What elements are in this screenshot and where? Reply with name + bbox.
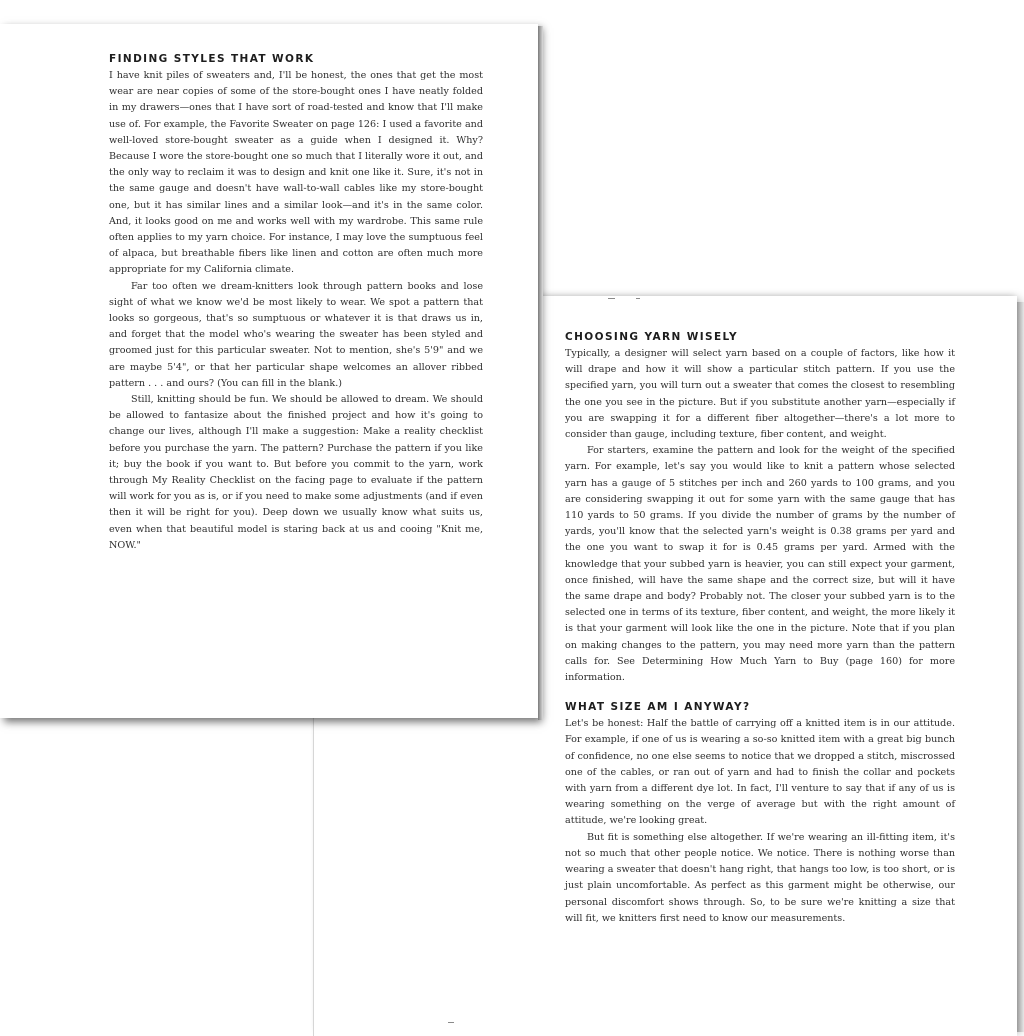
paragraph: Typically, a designer will select yarn based on a couple of factors, like how it will drape and how it will show a particular stitch pattern. If you use the specified yarn, you will turn out a sweater that comes the closest to resembling the one you see in the picture. But if you substitute another yarn—especially if you are swapping it for a different fiber altogether—there's a lot more to consider than gauge, including texture, fiber content, and weight.	[565, 348, 955, 441]
section-heading-what-size: WHAT SIZE AM I ANYWAY?	[565, 701, 751, 714]
paragraph: For starters, examine the pattern and look for the weight of the specified yarn. For example, let's say you would like to knit a pattern whose selected yarn has a gauge of 5 stitches per inch and 260 yards to 100 grams, and you are considering swapping it out for some yarn with the same gauge that has 110 yards to 50 grams. If you divide the number of grams by the number of yards, you'll know that the selected yarn's weight is 0.38 grams per yard and the one you want to swap it for is 0.45 grams per yard. Armed with the knowledge that your subbed yarn is heavier, you can still expect your garment, once finished, will have the same shape and the correct size, but will it have the same drape and body? Probably not. The closer your subbed yarn is to the selected one in terms of its texture, fiber content, and weight, the more likely it is that your garment will look like the one in the picture. Note that if you plan on making changes to the pattern, you may need more yarn than the pattern calls for. See Determining How Much Yarn to Buy (page 160) for more information.	[565, 445, 955, 684]
back-page-text-column	[565, 330, 955, 927]
front-page	[0, 24, 538, 718]
section-heading-finding-styles: FINDING STYLES THAT WORK	[109, 53, 315, 65]
paragraph: Still, knitting should be fun. We should be allowed to dream. We should be allowed to fantasize about the finished project and how it's going to change our lives, although I'll make a suggestion: Make a reality checklist before you purchase the yarn. The pattern? Purchase the pattern if you like it; buy the book if you want to. But before you commit to the yarn, work through My Reality Checklist on the facing page to evaluate if the pattern will work for you as is, or if you need to make some adjustments (and if even then it will be right for you). Deep down we usually know what suits us, even when that beautiful model is staring back at us and cooing "Knit me, NOW."	[109, 394, 483, 551]
page-fragment-mark	[636, 298, 640, 299]
front-page-text-column	[109, 52, 483, 554]
paragraph: I have knit piles of sweaters and, I'll be honest, the ones that get the most wear are near copies of some of the store-bought ones I have neatly folded in my drawers—ones that I have sort of road-tested and know that I'll make use of. For example, the Favorite Sweater on page 126: I used a favorite and well-loved store-bought sweater as a guide when I designed it. Why? Because I wore the store-bought one so much that I literally wore it out, and the only way to reclaim it was to design and knit one like it. Sure, it's not in the same gauge and doesn't have wall-to-wall cables like my store-bought one, but it has similar lines and a similar look—and it's in the same color. And, it looks good on me and works well with my wardrobe. This same rule often applies to my yarn choice. For instance, I may love the sumptuous feel of alpaca, but breathable fibers like linen and cotton are often much more appropriate for my California climate.	[109, 70, 483, 276]
paragraph: But fit is something else altogether. If we're wearing an ill-fitting item, it's not so much that other people notice. We notice. There is nothing worse than wearing a sweater that doesn't hang right, that hangs too low, is too short, or is just plain uncomfortable. As perfect as this garment might be otherwise, our personal discomfort shows through. So, to be sure we're knitting a size that will fit, we knitters first need to know our measurements.	[565, 831, 955, 924]
section-spacer	[565, 686, 955, 700]
page-fragment-mark	[608, 298, 615, 299]
section-heading-choosing-yarn: CHOOSING YARN WISELY	[565, 331, 739, 343]
paragraph: Let's be honest: Half the battle of carrying off a knitted item is in our attitude. For example, if one of us is wearing a so-so knitted item with a great big bunch of confidence, no one else seems to notice that we dropped a stitch, miscrossed one of the cables, or ran out of yarn and had to finish the collar and pockets with yarn from a different dye lot. In fact, I'll venture to say that if any of us is wearing something on the verge of average but with the right amount of attitude, we're looking great.	[565, 718, 955, 827]
page-fragment-mark	[448, 1022, 454, 1023]
paragraph: Far too often we dream-knitters look through pattern books and lose sight of what we know we'd be most likely to wear. We spot a pattern that looks so gorgeous, that's so sumptuous or whatever it is that draws us in, and forget that the model who's wearing the sweater has been styled and groomed just for this particular sweater. Not to mention, she's 5'9" and we are maybe 5'4", or that her particular shape welcomes an allover ribbed pattern . . . and ours? (You can fill in the blank.)	[109, 280, 483, 389]
